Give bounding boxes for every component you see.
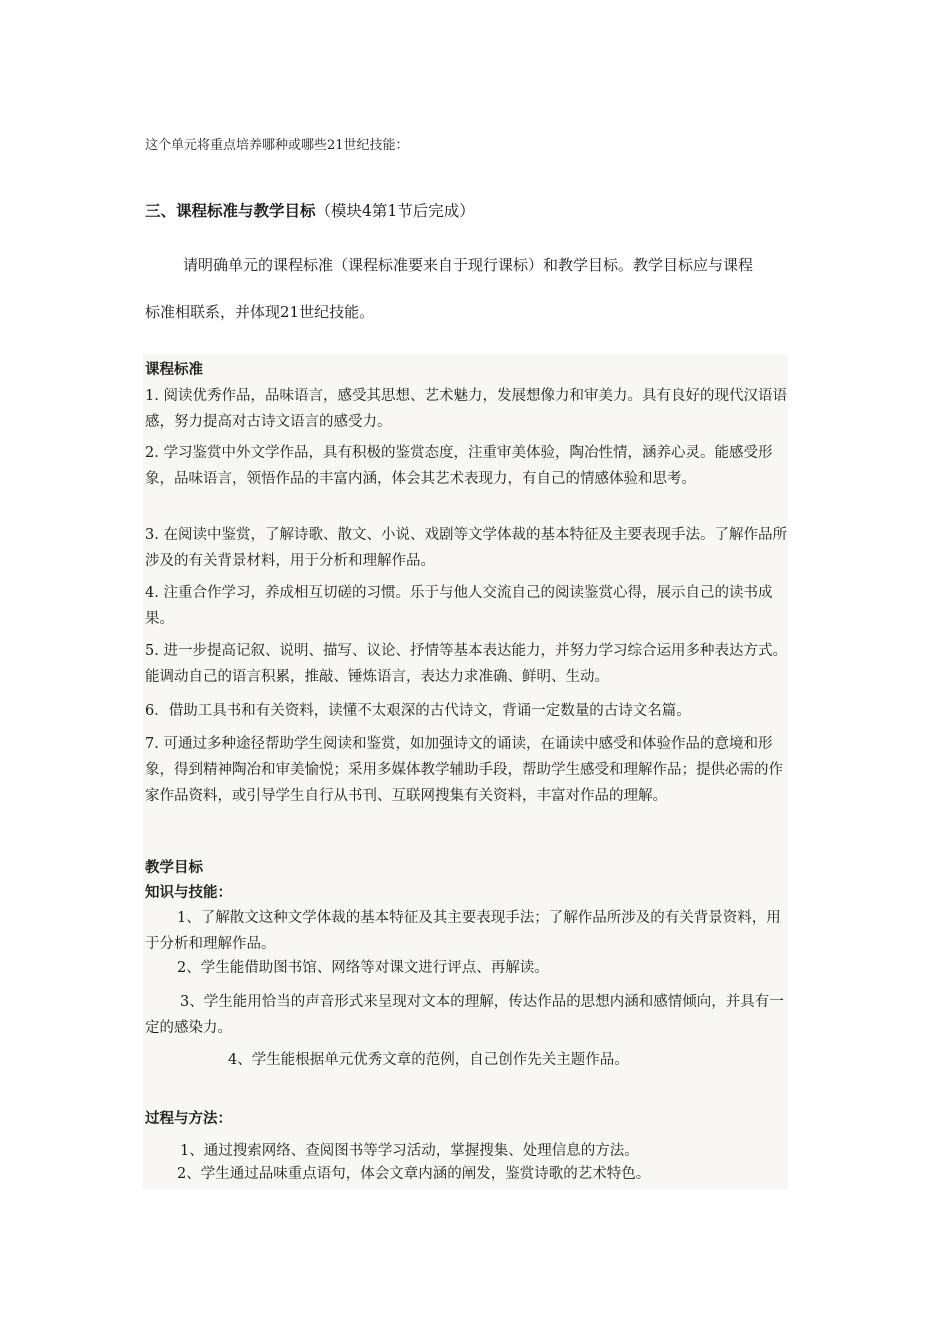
section-note: （模块4第1节后完成） — [315, 202, 475, 220]
intro-line-2: 标准相联系，并体现21世纪技能。 — [145, 303, 375, 321]
knowledge-item: 2、学生能借助图书馆、网络等对课文进行评点、再解读。 — [177, 960, 549, 976]
knowledge-item: 1、了解散文这种文学体裁的基本特征及其主要表现手法；了解作品所涉及的有关背景资料，用于分析和理解作品。 — [145, 910, 781, 952]
knowledge-heading: 知识与技能： — [145, 884, 232, 901]
knowledge-item: 3、学生能用恰当的声音形式来呈现对文本的理解，传达作品的思想内涵和感情倾向，并具有一定的感染力。 — [145, 994, 784, 1036]
process-item: 2、学生通过品味重点语句，体会文章内涵的阐发，鉴赏诗歌的艺术特色。 — [177, 1166, 651, 1182]
standards-heading: 课程标准 — [145, 361, 203, 378]
standard-item: 7. 可通过多种途径帮助学生阅读和鉴赏，如加强诗文的诵读，在诵读中感受和体验作品的意境和形象，得到精神陶冶和审美愉悦；采用多媒体教学辅助手段，帮助学生感受和理解作品；提供必需的作家作品资料，或引导学生自行从书刊、互联网搜集有关资料，丰富对作品的理解。 — [145, 736, 783, 804]
standard-item: 3. 在阅读中鉴赏，了解诗歌、散文、小说、戏剧等文学体裁的基本特征及主要表现手法。了解作品所涉及的有关背景材料，用于分析和理解作品。 — [145, 527, 787, 569]
standard-item: 2. 学习鉴赏中外文学作品，具有积极的鉴赏态度，注重审美体验，陶冶性情，涵养心灵。能感受形象，品味语言，领悟作品的丰富内涵，体会其艺术表现力，有自己的情感体验和思考。 — [145, 445, 773, 487]
standard-item: 5. 进一步提高记叙、说明、描写、议论、抒情等基本表达能力，并努力学习综合运用多种表达方式。能调动自己的语言积累，推敲、锤炼语言，表达力求准确、鲜明、生动。 — [145, 643, 787, 685]
objectives-heading: 教学目标 — [145, 859, 203, 876]
process-item: 1、通过搜索网络、查阅图书等学习活动，掌握搜集、处理信息的方法。 — [180, 1143, 639, 1159]
standard-item: 1. 阅读优秀作品，品味语言，感受其思想、艺术魅力，发展想像力和审美力。具有良好的现代汉语语感，努力提高对古诗文语言的感受力。 — [145, 388, 787, 430]
skills-question: 这个单元将重点培养哪种或哪些21世纪技能： — [145, 138, 409, 153]
knowledge-item: 4、学生能根据单元优秀文章的范例，自己创作先关主题作品。 — [228, 1052, 629, 1068]
section-heading — [145, 199, 475, 221]
intro-line-1: 请明确单元的课程标准（课程标准要来自于现行课标）和教学目标。教学目标应与课程 — [183, 256, 754, 274]
standard-item: 4. 注重合作学习，养成相互切磋的习惯。乐于与他人交流自己的阅读鉴赏心得，展示自己的读书成果。 — [145, 585, 773, 627]
process-heading: 过程与方法： — [145, 1110, 232, 1127]
section-title: 三、课程标准与教学目标 — [145, 201, 316, 220]
standard-item: 6．借助工具书和有关资料，读懂不太艰深的古代诗文，背诵一定数量的古诗文名篇。 — [145, 703, 691, 719]
